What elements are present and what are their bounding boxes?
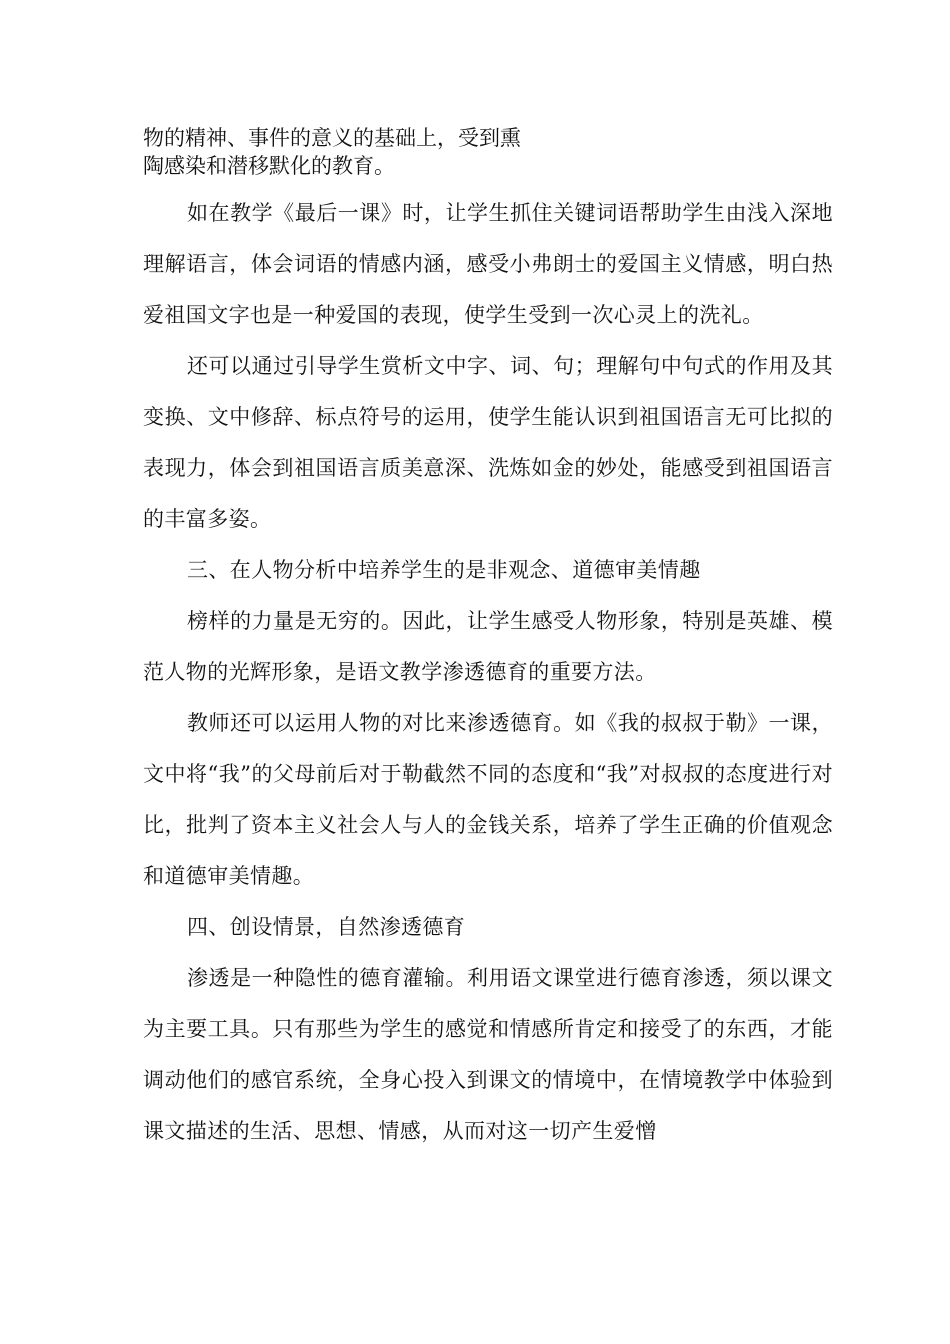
paragraph-character-contrast: 教师还可以运用人物的对比来渗透德育。如《我的叔叔于勒》一课，文中将“我”的父母前后对于勒截然不同的态度和“我”对叔叔的态度进行对比，批判了资本主义社会人与人的金钱关系，培养了学生正确的价值观念和道德审美情趣。 bbox=[143, 711, 833, 888]
paragraph-language-appreciation: 还可以通过引导学生赏析文中字、词、句；理解句中句式的作用及其变换、文中修辞、标点符号的运用，使学生能认识到祖国语言无可比拟的表现力，体会到祖国语言质美意深、洗炼如金的妙处，能感受到祖国语言的丰富多姿。 bbox=[143, 354, 833, 531]
continued-text-line-1: 物的精神、事件的意义的基础上，受到熏 bbox=[143, 126, 521, 150]
section-heading-character-analysis: 三、在人物分析中培养学生的是非观念、道德审美情趣 bbox=[187, 558, 701, 582]
section-heading-create-scenarios: 四、创设情景，自然渗透德育 bbox=[187, 915, 466, 939]
paragraph-last-lesson: 如在教学《最后一课》时，让学生抓住关键词语帮助学生由浅入深地理解语言，体会词语的情感内涵，感受小弗朗士的爱国主义情感，明白热爱祖国文字也是一种爱国的表现，使学生受到一次心灵上的洗礼。 bbox=[143, 201, 833, 327]
document-body bbox=[143, 124, 833, 1157]
paragraph-implicit-education: 渗透是一种隐性的德育灌输。利用语文课堂进行德育渗透，须以课文为主要工具。只有那些为学生的感觉和情感所肯定和接受了的东西，才能调动他们的感官系统，全身心投入到课文的情境中，在情境教学中体验到课文描述的生活、思想、情感，从而对这一切产生爱憎 bbox=[143, 966, 833, 1143]
continued-text-line-2: 陶感染和潜移默化的教育。 bbox=[143, 154, 395, 178]
paragraph-role-models: 榜样的力量是无穷的。因此，让学生感受人物形象，特别是英雄、模范人物的光辉形象，是语文教学渗透德育的重要方法。 bbox=[143, 609, 833, 684]
